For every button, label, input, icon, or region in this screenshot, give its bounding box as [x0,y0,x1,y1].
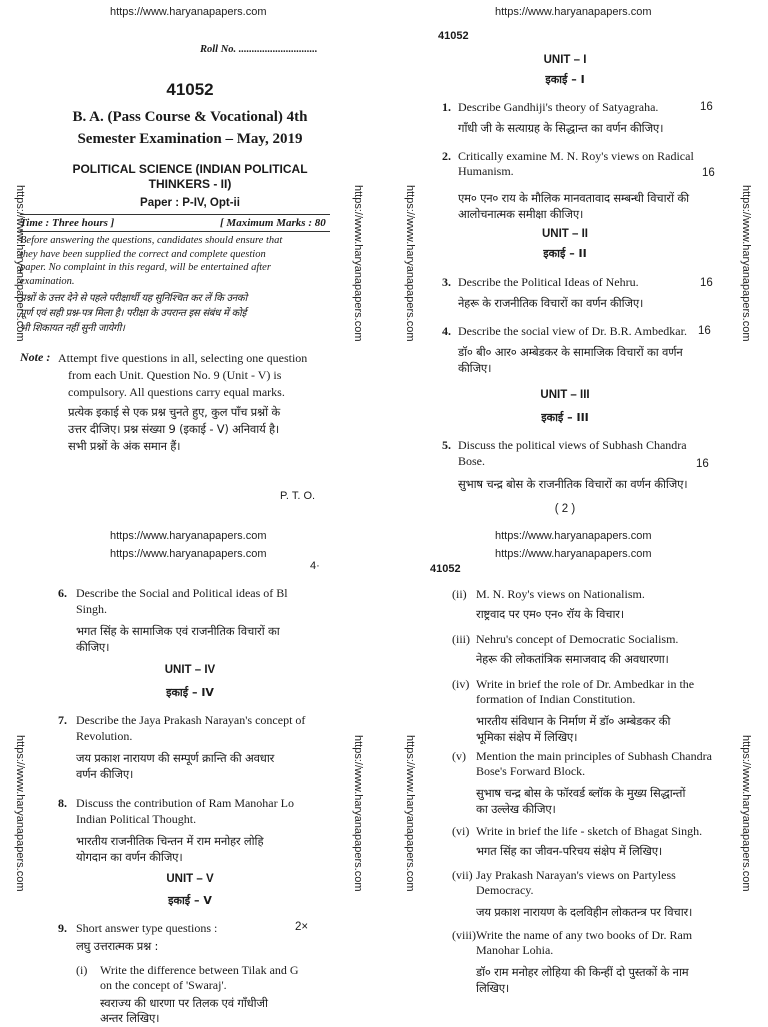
q4-text-hi: डॉ० बी० आर० अम्बेडकर के सामाजिक विचारों का वर्णन [458,345,683,359]
time-label: Time : Three hours ] [20,217,115,229]
q8-text-2: Indian Political Thought. [76,812,197,826]
watermark-vertical-6[interactable]: https://www.haryanapapers.com [352,735,364,892]
q1-text-hi: गाँधी जी के सत्याग्रह के सिद्धान्त का वर्णन कीजिए। [458,121,664,135]
instruction-line: examination. [20,275,75,287]
watermark-vertical-2[interactable]: https://www.haryanapapers.com [352,185,364,342]
unit-2-heading-hi: इकाई – II [543,247,587,260]
note-line: compulsory. All questions carry equal marks. [68,385,285,399]
sub-question-text-2: Democracy. [476,883,534,897]
sub-question-text-hi: भगत सिंह का जीवन-परिचय संक्षेप में लिखिए। [476,844,663,858]
q3-text: Describe the Political Ideas of Nehru. [458,275,639,289]
instruction-line: Before answering the questions, candidates should ensure that [20,235,283,246]
q5-text-2: Bose. [458,454,485,468]
sub-question-text-hi: राष्ट्रवाद पर एम० एन० रॉय के विचार। [476,607,624,621]
subject-line-1: POLITICAL SCIENCE (INDIAN POLITICAL [72,162,308,176]
q9-text: Short answer type questions : [76,921,218,935]
q4-text-hi-2: कीजिए। [458,361,492,375]
q3-text-hi: नेहरू के राजनीतिक विचारों का वर्णन कीजिए। [458,296,644,310]
q7-text: Describe the Jaya Prakash Narayan's concept of [76,713,306,727]
paper-code: 41052 [430,563,461,575]
q6-text: Describe the Social and Political ideas of Bl [76,586,288,600]
watermark-vertical-3[interactable]: https://www.haryanapapers.com [404,185,416,342]
sub-question-number: (iii) [452,632,470,646]
sub-question-text: Mention the main principles of Subhash Chandra [476,749,712,763]
q6-text-hi-2: कीजिए। [76,640,110,654]
instruction-line-hi: पूर्ण एवं सही प्रश्न-पत्र मिला है। परीक्षा के उपरान्त इस संबंध में कोई [20,308,247,319]
instruction-line: they have been supplied the correct and complete question [20,248,266,260]
q6-number: 6. [58,586,67,600]
q9-number: 9. [58,921,67,935]
q2-text-hi: एम० एन० राय के मौलिक मानवतावाद सम्बन्धी विचारों की [458,191,689,205]
note-english [58,350,328,401]
page-3 [40,560,340,1024]
watermark-vertical-7[interactable]: https://www.haryanapapers.com [404,735,416,892]
q4-marks: 16 [698,325,711,337]
q2-text-2: Humanism. [458,164,514,178]
sub-question-text: Nehru's concept of Democratic Socialism. [476,632,679,646]
note-line: from each Unit. Question No. 9 (Unit - V) is [68,368,282,382]
q8-text: Discuss the contribution of Ram Manohar Lo [76,796,294,810]
note-line-hi: उत्तर दीजिए। प्रश्न संख्या 9 (इकाई - V) अनिवार्य है। [68,422,280,436]
sub-question-text-hi-2: का उल्लेख कीजिए। [476,802,556,816]
q1-marks: 16 [700,101,713,113]
unit-4-heading: UNIT – IV [164,664,216,676]
divider-bottom [20,231,330,232]
sub-question-number: (vii) [452,868,473,882]
q6-text-2: Singh. [76,602,108,616]
unit-5-heading: UNIT – V [166,873,214,885]
q2-text: Critically examine M. N. Roy's views on Radical [458,149,694,163]
q1-number: 1. [442,100,451,114]
q5-text-hi: सुभाष चन्द्र बोस के राजनीतिक विचारों का वर्णन कीजिए। [458,477,688,491]
paper-code: 41052 [166,80,214,99]
q7-text-hi: जय प्रकाश नारायण की सम्पूर्ण क्रान्ति की अवधार [76,751,275,765]
note-line: Attempt five questions in all, selecting one question [58,351,308,365]
divider-top [20,214,330,215]
note-label: Note : [20,350,51,364]
unit-5-heading-hi: इकाई – V [168,894,212,907]
watermark-url-top-right[interactable]: https://www.haryanapapers.com [495,6,652,18]
q2-number: 2. [442,149,451,163]
sub-question-number: (viii) [452,928,476,942]
q4-number: 4. [442,324,451,338]
q7-text-2: Revolution. [76,729,133,743]
sub-question-text-hi: भारतीय संविधान के निर्माण में डॉ० अम्बेडकर की [476,714,671,728]
sub-question-text-hi: सुभाष चन्द्र बोस के फॉरवर्ड ब्लॉक के मुख्य सिद्धान्तों [476,786,686,800]
q9i-number: (i) [76,963,88,977]
instruction-line-hi: भी शिकायत नहीं सुनी जायेगी। [20,323,125,334]
q9i-text-2: on the concept of 'Swaraj'. [100,978,227,992]
watermark-url-mid-left-1[interactable]: https://www.haryanapapers.com [110,530,267,542]
watermark-url-mid-right-1[interactable]: https://www.haryanapapers.com [495,530,652,542]
watermark-vertical-8[interactable]: https://www.haryanapapers.com [740,735,752,892]
q3-marks: 16 [700,277,713,289]
q3-number: 3. [442,275,451,289]
sub-question-number: (v) [452,749,466,763]
q8-number: 8. [58,796,67,810]
sub-question-text-hi: डॉ० राम मनोहर लोहिया की किन्हीं दो पुस्तकों के नाम [476,965,689,979]
sub-question-text-hi-2: लिखिए। [476,981,510,995]
paper-code: 41052 [438,30,469,42]
sub-question-number: (vi) [452,824,470,838]
watermark-vertical-5[interactable]: https://www.haryanapapers.com [14,735,26,892]
watermark-url-top-left[interactable]: https://www.haryanapapers.com [110,6,267,18]
unit-2-heading: UNIT – II [541,228,588,240]
roll-no: Roll No. .............................. [200,44,318,55]
unit-3-heading-hi: इकाई – III [541,411,589,424]
page-2 [420,30,740,520]
q7-text-hi-2: वर्णन कीजिए। [76,767,134,781]
max-marks-label: [ Maximum Marks : 80 [220,217,326,229]
subject-line-2: THINKERS - II) [148,177,232,191]
note-hindi [68,404,330,455]
q9i-text: Write the difference between Tilak and G [100,963,299,977]
page-number: ( 2 ) [554,503,576,515]
sub-question-text: Write the name of any two books of Dr. Ram [476,928,693,942]
sub-question-text-hi: जय प्रकाश नारायण के दलविहीन लोकतन्त्र पर विचार। [476,905,693,919]
exam-title-line-2: Semester Examination – May, 2019 [77,131,303,147]
note-line-hi: प्रत्येक इकाई से एक प्रश्न चुनते हुए, कुल पाँच प्रश्नों के [68,405,280,419]
q9i-text-hi-2: अन्तर लिखिए। [100,1011,160,1025]
q2-text-hi-2: आलोचनात्मक समीक्षा कीजिए। [458,207,584,221]
sub-question-text-2: formation of Indian Constitution. [476,692,636,706]
sub-question-text-2: Bose's Forward Block. [476,764,586,778]
paper-info: Paper : P-IV, Opt-ii [140,197,240,209]
sub-question-text: Write in brief the role of Dr. Ambedkar in the [476,677,695,691]
watermark-url-mid-left-2[interactable]: https://www.haryanapapers.com [110,548,267,560]
q4-text: Describe the social view of Dr. B.R. Ambedkar. [458,324,687,338]
unit-1-heading-hi: इकाई – I [545,73,585,86]
sub-question-number: (iv) [452,677,470,691]
sub-question-text: M. N. Roy's views on Nationalism. [476,587,645,601]
q5-text: Discuss the political views of Subhash Chandra [458,438,687,452]
sub-question-text-2: Manohar Lohia. [476,943,554,957]
q1-text: Describe Gandhiji's theory of Satyagraha. [458,100,659,114]
page-4 [420,560,740,1024]
watermark-vertical-1[interactable]: https://www.haryanapapers.com [14,185,26,342]
q7-number: 7. [58,713,67,727]
exam-title-line-1: B. A. (Pass Course & Vocational) 4th [72,109,308,125]
sub-question-text: Jay Prakash Narayan's views on Partyless [476,868,676,882]
q8-text-hi-2: योगदान का वर्णन कीजिए। [76,850,183,864]
sub-question-text-hi: नेहरू की लोकतांत्रिक समाजवाद की अवधारणा। [476,652,669,666]
unit-4-heading-hi: इकाई – IV [166,686,214,699]
watermark-vertical-4[interactable]: https://www.haryanapapers.com [740,185,752,342]
q5-number: 5. [442,438,451,452]
corner-mark: 4· [310,560,320,572]
q2-marks: 16 [702,167,715,179]
note-line-hi: सभी प्रश्नों के अंक समान हैं। [68,439,181,453]
q9-marks: 2× [295,921,309,933]
unit-1-heading: UNIT – I [543,54,587,66]
pto: P. T. O. [280,490,316,502]
instructions-hindi [20,291,330,336]
sub-question-text-hi-2: भूमिका संक्षेप में लिखिए। [476,730,578,744]
instruction-line-hi: प्रश्नों के उत्तर देने से पहले परीक्षार्थी यह सुनिश्चित कर लें कि उनको [20,293,247,304]
unit-3-heading: UNIT – III [540,389,590,401]
instructions-english [20,234,330,288]
sub-question-text: Write in brief the life - sketch of Bhagat Singh. [476,824,703,838]
instruction-line: paper. No complaint in this regard, will be entertained after [20,262,271,273]
watermark-url-mid-right-2[interactable]: https://www.haryanapapers.com [495,548,652,560]
q6-text-hi: भगत सिंह के सामाजिक एवं राजनीतिक विचारों का [76,624,280,638]
sub-question-number: (ii) [452,587,467,601]
q9-text-hi: लघु उत्तरात्मक प्रश्न : [76,939,159,953]
q8-text-hi: भारतीय राजनीतिक चिन्तन में राम मनोहर लोहि [76,834,264,848]
q9i-text-hi: स्वराज्य की धारणा पर तिलक एवं गाँधीजी [100,996,268,1010]
q5-marks: 16 [696,458,709,470]
